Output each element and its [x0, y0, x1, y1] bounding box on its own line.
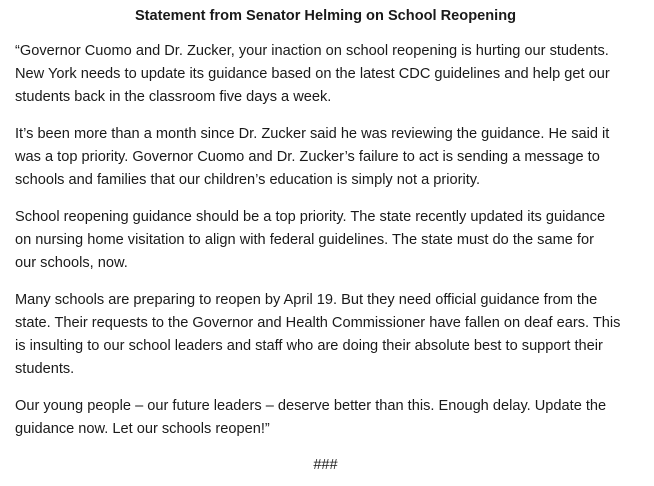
paragraph-line: It’s been more than a month since Dr. Zucker said he was reviewing the guidance. He said it: [15, 126, 610, 142]
paragraph-line: schools and families that our children’s education is simply not a priority.: [15, 172, 481, 188]
paragraph-line: New York needs to update its guidance based on the latest CDC guidelines and help get our: [15, 66, 610, 82]
statement-title: Statement from Senator Helming on School Reopening: [134, 8, 517, 24]
paragraph-line: guidance now. Let our schools reopen!”: [15, 421, 270, 437]
statement-paragraph-5: [15, 395, 636, 441]
paragraph-line: Many schools are preparing to reopen by April 19. But they need official guidance from the: [15, 292, 598, 308]
statement-paragraph-4: [15, 289, 636, 381]
paragraph-line: was a top priority. Governor Cuomo and Dr. Zucker’s failure to act is sending a message to: [15, 149, 600, 165]
paragraph-line: on nursing home visitation to align with federal guidelines. The state must do the same for: [15, 232, 594, 248]
paragraph-line: our schools, now.: [15, 255, 128, 271]
paragraph-line: School reopening guidance should be a top priority. The state recently updated its guidance: [15, 209, 606, 225]
paragraph-line: is insulting to our school leaders and staff who are doing their absolute best to support their: [15, 338, 603, 354]
paragraph-line: Our young people – our future leaders – deserve better than this. Enough delay. Update the: [15, 398, 607, 414]
paragraph-line: “Governor Cuomo and Dr. Zucker, your inaction on school reopening is hurting our students.: [15, 43, 609, 59]
end-marker: ###: [313, 457, 338, 473]
statement-paragraph-3: [15, 206, 636, 275]
statement-paragraph-1: [15, 40, 636, 109]
statement-paragraph-2: [15, 123, 636, 192]
paragraph-line: students back in the classroom five days a week.: [15, 89, 332, 105]
paragraph-line: state. Their requests to the Governor and Health Commissioner have fallen on deaf ears. This: [15, 315, 621, 331]
paragraph-line: students.: [15, 361, 75, 377]
